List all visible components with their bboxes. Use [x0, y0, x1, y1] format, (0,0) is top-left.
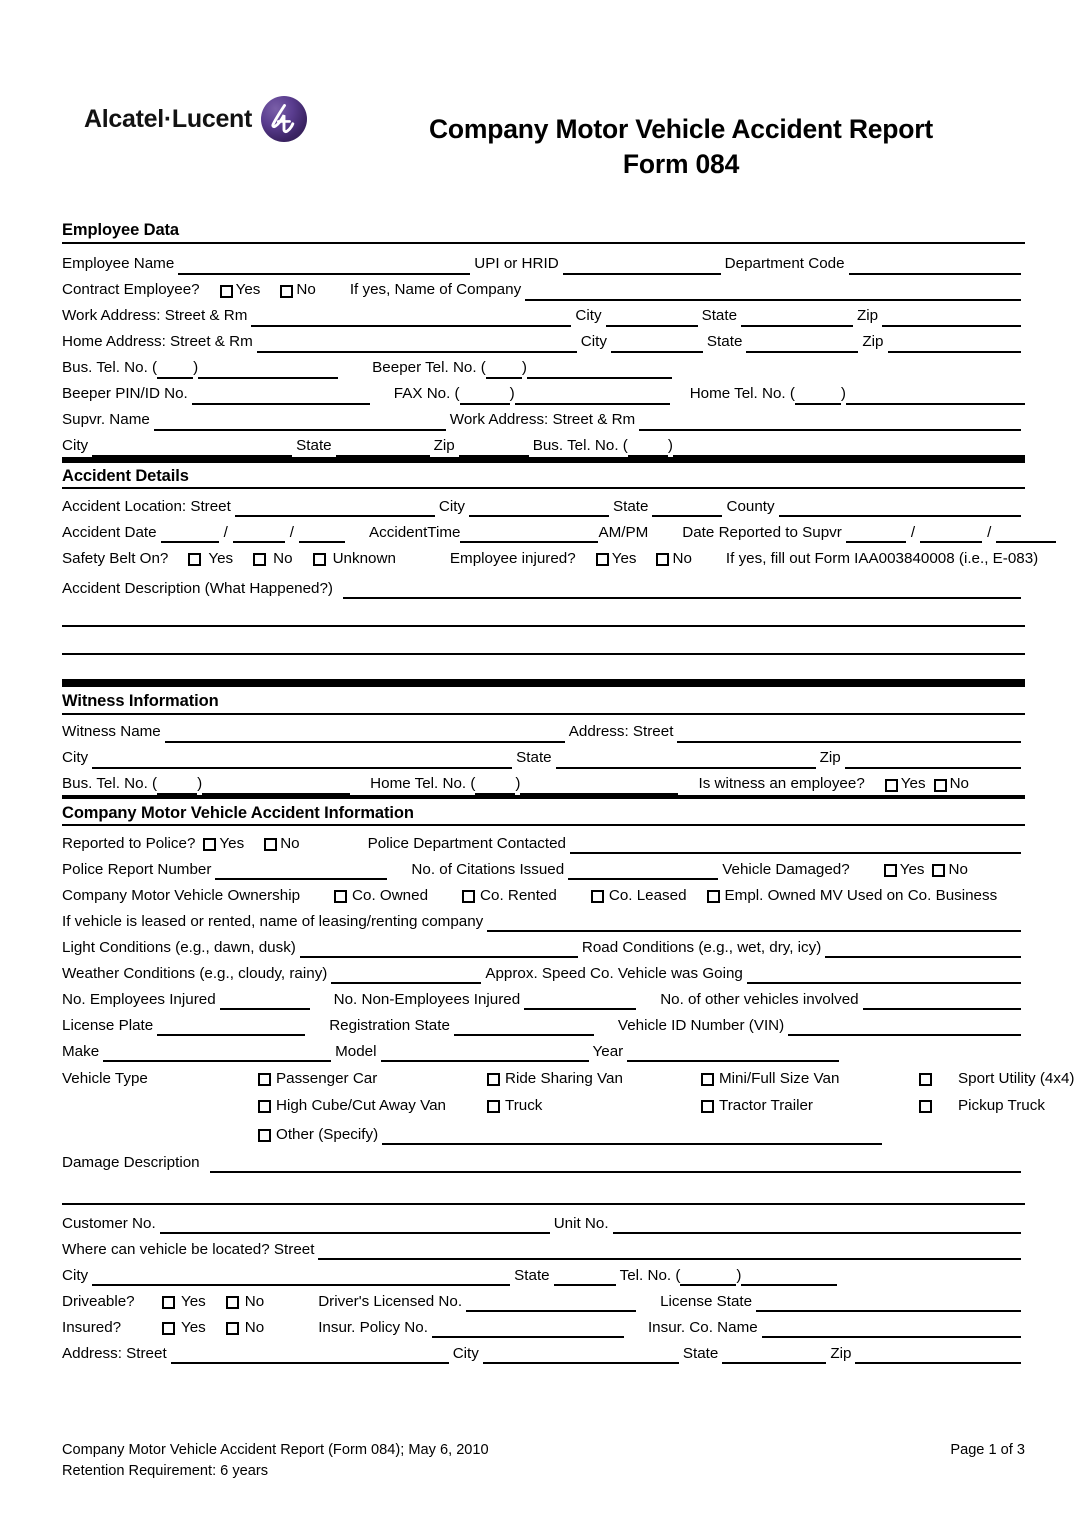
page-header — [0, 0, 1087, 179]
label-where-located: Where can vehicle be located? Street — [62, 1240, 315, 1258]
section-witness-information — [62, 687, 1025, 715]
input-accident-day[interactable] — [233, 526, 285, 543]
label-vehicle-ownership: Company Motor Vehicle Ownership — [62, 886, 301, 904]
checkbox-driveable-yes[interactable] — [162, 1296, 175, 1309]
label-witness-bus-tel: Bus. Tel. No. ( — [62, 775, 158, 793]
row-make-model-year — [62, 1036, 1025, 1062]
label-home-state: State — [706, 333, 743, 351]
input-home-street[interactable] — [257, 336, 577, 353]
input-unit-no[interactable] — [613, 1217, 1021, 1234]
input-home-tel-number[interactable] — [846, 388, 1025, 405]
label-home-address: Home Address: Street & Rm — [62, 333, 253, 351]
label-supvr-name: Supvr. Name — [62, 411, 150, 429]
label-employees-injured: No. Employees Injured — [62, 990, 216, 1008]
label-location-state: State — [514, 1266, 550, 1284]
reported-slash-1: / — [910, 523, 916, 541]
label-mini-full-size-van: Mini/Full Size Van — [719, 1069, 840, 1087]
input-supvr-tel-area[interactable] — [628, 440, 668, 457]
label-truck: Truck — [505, 1096, 543, 1114]
row-police-report — [62, 854, 1025, 880]
row-witness-city — [62, 743, 1025, 769]
label-sport-utility: Sport Utility (4x4) — [958, 1069, 1075, 1087]
row-customer-unit — [62, 1205, 1025, 1234]
label-location-tel: Tel. No. ( — [619, 1266, 681, 1284]
row-location-city — [62, 1260, 1025, 1286]
label-employee-injured: Employee injured? — [449, 549, 576, 567]
input-drivers-license-no[interactable] — [466, 1295, 636, 1312]
label-if-yes-company: If yes, Name of Company — [349, 281, 522, 299]
label-supvr-work-address: Work Address: Street & Rm — [449, 411, 636, 429]
label-driveable-yes: Yes — [181, 1292, 206, 1310]
input-witness-bus-area[interactable] — [157, 778, 197, 795]
checkbox-mini-full-size-van[interactable] — [701, 1073, 714, 1086]
section-accident-details — [62, 463, 1025, 490]
input-reported-year[interactable] — [996, 526, 1056, 543]
logo-wordmark: Alcatel·Lucent — [84, 104, 253, 133]
label-accident-description: Accident Description (What Happened?) — [62, 579, 333, 597]
input-work-city[interactable] — [606, 310, 698, 327]
input-witness-name[interactable] — [165, 726, 565, 743]
row-license-registration-vin — [62, 1010, 1025, 1036]
label-police-report-number: Police Report Number — [62, 860, 212, 878]
label-registration-state: Registration State — [329, 1016, 450, 1034]
input-witness-state[interactable] — [556, 752, 816, 769]
checkbox-passenger-car[interactable] — [258, 1073, 271, 1086]
checkbox-employee-injured-no[interactable] — [656, 553, 669, 566]
label-witness-city: City — [62, 749, 89, 767]
input-make[interactable] — [103, 1045, 331, 1062]
input-insur-co-name[interactable] — [762, 1321, 1021, 1338]
label-employee-name: Employee Name — [62, 255, 175, 273]
label-co-leased: Co. Leased — [608, 886, 687, 904]
page-number: Page 1 of 3 — [950, 1442, 1025, 1458]
input-home-zip[interactable] — [888, 336, 1022, 353]
title-line-2: Form 084 — [622, 148, 740, 179]
checkbox-truck[interactable] — [487, 1100, 500, 1113]
input-road-conditions[interactable] — [825, 941, 1021, 958]
checkbox-witness-employee-no[interactable] — [934, 779, 947, 792]
footer-line-1: Company Motor Vehicle Accident Report (Form 084); May 6, 2010 — [62, 1442, 489, 1458]
label-supvr-state: State — [296, 437, 332, 455]
label-other-vehicles: No. of other vehicles involved — [660, 990, 859, 1008]
input-reported-day[interactable] — [920, 526, 982, 543]
label-work-address: Work Address: Street & Rm — [62, 307, 248, 325]
label-work-city: City — [575, 307, 602, 325]
label-insur-co-name: Insur. Co. Name — [647, 1318, 758, 1336]
label-accident-state: State — [613, 497, 649, 515]
input-accident-state[interactable] — [652, 500, 722, 517]
label-license-state: License State — [660, 1292, 753, 1310]
row-insured — [62, 1312, 1025, 1338]
row-insurance-address — [62, 1338, 1025, 1364]
label-beeper-pin: Beeper PIN/ID No. — [62, 385, 188, 403]
label-insured: Insured? — [62, 1318, 122, 1336]
input-other-vehicle-type[interactable] — [382, 1128, 882, 1145]
date-slash-2: / — [289, 523, 295, 541]
section-heading-employee-data: Employee Data — [62, 221, 179, 239]
label-ride-sharing-van: Ride Sharing Van — [505, 1069, 623, 1087]
input-accident-description-1[interactable] — [343, 582, 1021, 599]
label-upi-hrid: UPI or HRID — [474, 255, 559, 273]
row-beeper-fax-home — [62, 379, 1025, 405]
row-weather-speed — [62, 958, 1025, 984]
input-accident-year[interactable] — [299, 526, 345, 543]
input-reported-month[interactable] — [846, 526, 906, 543]
input-upi-hrid[interactable] — [563, 258, 721, 275]
input-police-report-number[interactable] — [215, 863, 387, 880]
input-license-state[interactable] — [756, 1295, 1021, 1312]
checkbox-vehicle-damaged-yes[interactable] — [884, 864, 897, 877]
label-address-street: Address: Street — [62, 1344, 167, 1362]
checkbox-reported-police-no[interactable] — [264, 838, 277, 851]
input-vin[interactable] — [788, 1019, 1021, 1036]
input-leasing-company[interactable] — [487, 915, 1021, 932]
label-belt-unknown: Unknown — [332, 549, 396, 567]
label-insurance-state: State — [682, 1344, 719, 1362]
row-vehicle-type-other — [62, 1116, 1025, 1145]
row-accident-description — [62, 569, 1025, 599]
label-home-zip: Zip — [862, 333, 884, 351]
label-injured-no: No — [672, 549, 692, 567]
input-registration-state[interactable] — [454, 1019, 594, 1036]
label-co-owned: Co. Owned — [352, 886, 429, 904]
label-am-pm: AM/PM — [598, 523, 649, 541]
section-heading-accident-details: Accident Details — [62, 466, 189, 485]
checkbox-witness-employee-yes[interactable] — [885, 779, 898, 792]
checkbox-high-cube-van[interactable] — [258, 1100, 271, 1113]
label-belt-yes: Yes — [208, 549, 234, 567]
label-drivers-license-no: Driver's Licensed No. — [318, 1292, 463, 1310]
label-belt-no: No — [273, 549, 293, 567]
input-department-code[interactable] — [849, 258, 1021, 275]
reported-slash-2: / — [987, 523, 992, 541]
label-non-employees-injured: No. Non-Employees Injured — [333, 990, 521, 1008]
label-accident-date: Accident Date — [62, 523, 157, 541]
label-location-tel-paren: ) — [736, 1266, 742, 1284]
label-supvr-city: City — [62, 437, 89, 455]
row-accident-date-time — [62, 517, 1025, 543]
label-date-reported: Date Reported to Supvr — [682, 523, 842, 541]
page-title — [330, 112, 1032, 182]
label-fax-no: FAX No. ( — [393, 385, 460, 403]
label-damage-description: Damage Description — [62, 1153, 200, 1171]
row-vehicle-type-2 — [62, 1089, 1045, 1116]
input-fax-area[interactable] — [460, 388, 510, 405]
label-make: Make — [62, 1042, 100, 1060]
footer-line-2: Retention Requirement: 6 years — [62, 1462, 269, 1479]
label-department-code: Department Code — [724, 255, 845, 273]
label-supvr-zip: Zip — [433, 437, 455, 455]
label-tractor-trailer: Tractor Trailer — [719, 1096, 813, 1114]
label-home-tel: Home Tel. No. ( — [689, 385, 795, 403]
spacer-vehicle-type-2 — [62, 1113, 258, 1116]
label-accident-city: City — [438, 497, 466, 515]
input-company-name[interactable] — [525, 284, 1021, 301]
input-damage-description-1[interactable] — [210, 1156, 1021, 1173]
input-non-employees-injured[interactable] — [524, 993, 636, 1010]
checkbox-co-rented[interactable] — [462, 890, 475, 903]
input-insurance-state[interactable] — [722, 1347, 826, 1364]
row-contract-employee — [62, 275, 1025, 301]
label-supvr-bus-tel: Bus. Tel. No. ( — [532, 437, 628, 455]
label-vehicle-type: Vehicle Type — [62, 1069, 148, 1087]
label-light-conditions: Light Conditions (e.g., dawn, dusk) — [62, 938, 296, 956]
checkbox-safety-belt-no[interactable] — [253, 553, 266, 566]
label-customer-no: Customer No. — [62, 1214, 156, 1232]
label-work-zip: Zip — [857, 307, 879, 325]
label-witness-zip: Zip — [819, 749, 841, 767]
input-beeper-tel-area[interactable] — [486, 362, 522, 379]
label-witness-yes: Yes — [900, 775, 926, 793]
row-bus-beeper-tel — [62, 353, 1025, 379]
input-license-plate[interactable] — [157, 1019, 305, 1036]
input-accident-description-3[interactable] — [62, 627, 1025, 655]
input-model[interactable] — [381, 1045, 589, 1062]
label-year: Year — [592, 1042, 624, 1060]
input-supvr-city[interactable] — [92, 440, 292, 457]
label-contract-employee: Contract Employee? — [62, 281, 200, 299]
label-bus-tel-paren: ) — [193, 359, 199, 377]
label-insured-no: No — [244, 1318, 265, 1336]
row-accident-location — [62, 489, 1025, 517]
checkbox-driveable-no[interactable] — [226, 1296, 239, 1309]
input-supvr-zip[interactable] — [459, 440, 529, 457]
label-injured-yes: Yes — [611, 549, 637, 567]
input-vehicle-location-street[interactable] — [318, 1243, 1021, 1260]
checkbox-pickup-truck[interactable] — [919, 1100, 932, 1113]
input-supvr-state[interactable] — [336, 440, 430, 457]
heading-rule — [62, 242, 1025, 244]
label-road-conditions: Road Conditions (e.g., wet, dry, icy) — [581, 938, 822, 956]
label-witness-home-tel: Home Tel. No. ( — [370, 775, 476, 793]
label-home-city: City — [580, 333, 607, 351]
row-supervisor — [62, 405, 1025, 431]
label-bus-tel: Bus. Tel. No. ( — [62, 359, 158, 377]
label-damaged-yes: Yes — [899, 860, 925, 878]
input-beeper-tel-number[interactable] — [527, 362, 672, 379]
label-reported-to-police: Reported to Police? — [62, 834, 196, 852]
label-witness-address: Address: Street — [568, 723, 674, 741]
input-insur-policy-no[interactable] — [432, 1321, 624, 1338]
label-insurance-zip: Zip — [830, 1344, 852, 1362]
label-empl-owned: Empl. Owned MV Used on Co. Business — [724, 886, 998, 904]
row-reported-to-police — [62, 826, 1025, 854]
checkbox-tractor-trailer[interactable] — [701, 1100, 714, 1113]
row-work-address — [62, 301, 1025, 327]
input-witness-home-area[interactable] — [475, 778, 515, 795]
checkbox-contract-employee-no[interactable] — [280, 285, 293, 298]
input-location-tel-number[interactable] — [741, 1269, 837, 1286]
checkbox-co-owned[interactable] — [334, 890, 347, 903]
input-other-vehicles[interactable] — [863, 993, 1021, 1010]
input-accident-description-2[interactable] — [62, 599, 1025, 627]
checkbox-vehicle-damaged-no[interactable] — [932, 864, 945, 877]
checkbox-ride-sharing-van[interactable] — [487, 1073, 500, 1086]
alcatel-lucent-spiral-icon — [261, 96, 307, 142]
label-citations-issued: No. of Citations Issued — [411, 860, 565, 878]
row-witness-tel — [62, 769, 1025, 795]
label-high-cube-van: High Cube/Cut Away Van — [276, 1096, 446, 1114]
title-line-1: Company Motor Vehicle Accident Report — [428, 114, 934, 144]
label-is-witness-employee: Is witness an employee? — [698, 775, 865, 793]
label-witness-name: Witness Name — [62, 723, 161, 741]
input-accident-description-4[interactable] — [62, 655, 1025, 681]
input-location-city[interactable] — [92, 1269, 510, 1286]
label-insured-yes: Yes — [181, 1318, 206, 1336]
label-driveable: Driveable? — [62, 1292, 135, 1310]
checkbox-safety-belt-unknown[interactable] — [313, 553, 326, 566]
label-co-rented: Co. Rented — [480, 886, 557, 904]
input-bus-tel-number[interactable] — [198, 362, 338, 379]
checkbox-insured-yes[interactable] — [162, 1322, 175, 1335]
input-bus-tel-area[interactable] — [157, 362, 193, 379]
label-contract-yes: Yes — [235, 281, 261, 299]
input-light-conditions[interactable] — [300, 941, 578, 958]
label-contract-no: No — [296, 281, 316, 299]
row-vehicle-location — [62, 1234, 1025, 1260]
row-vehicle-type-1 — [62, 1062, 1075, 1089]
input-police-department[interactable] — [570, 837, 1021, 854]
checkbox-co-leased[interactable] — [591, 890, 604, 903]
input-employee-name[interactable] — [178, 258, 470, 275]
spacer-vehicle-type-3 — [62, 1142, 258, 1145]
checkbox-safety-belt-yes[interactable] — [188, 553, 201, 566]
input-home-city[interactable] — [611, 336, 703, 353]
row-vehicle-ownership — [62, 880, 1025, 906]
label-weather-conditions: Weather Conditions (e.g., cloudy, rainy) — [62, 964, 328, 982]
row-employee-name — [62, 249, 1025, 275]
input-accident-street[interactable] — [235, 500, 435, 517]
label-pickup-truck: Pickup Truck — [958, 1096, 1045, 1114]
label-accident-county: County — [726, 497, 775, 515]
label-unit-no: Unit No. — [553, 1214, 609, 1232]
input-employees-injured[interactable] — [220, 993, 310, 1010]
label-safety-belt: Safety Belt On? — [62, 549, 169, 567]
row-damage-description — [62, 1145, 1025, 1173]
label-beeper-tel-paren: ) — [521, 359, 527, 377]
company-logo — [84, 96, 307, 142]
input-damage-description-2[interactable] — [62, 1173, 1025, 1205]
input-home-tel-area[interactable] — [795, 388, 841, 405]
input-citations-issued[interactable] — [568, 863, 718, 880]
input-supvr-work-address[interactable] — [639, 414, 1021, 431]
label-passenger-car: Passenger Car — [276, 1069, 378, 1087]
label-other-specify: Other (Specify) — [276, 1125, 379, 1143]
label-driveable-no: No — [244, 1292, 265, 1310]
label-fax-paren: ) — [509, 385, 515, 403]
input-witness-city[interactable] — [92, 752, 512, 769]
input-location-tel-area[interactable] — [680, 1269, 736, 1286]
checkbox-reported-police-yes[interactable] — [203, 838, 216, 851]
label-witness-state: State — [516, 749, 552, 767]
input-witness-zip[interactable] — [845, 752, 1021, 769]
label-police-department: Police Department Contacted — [367, 834, 566, 852]
input-insurance-city[interactable] — [483, 1347, 679, 1364]
input-accident-time[interactable] — [460, 526, 598, 543]
input-home-state[interactable] — [746, 336, 858, 353]
label-supvr-tel-paren: ) — [667, 437, 673, 455]
checkbox-sport-utility[interactable] — [919, 1073, 932, 1086]
label-location-city: City — [62, 1266, 89, 1284]
label-vin: Vehicle ID Number (VIN) — [617, 1016, 785, 1034]
label-witness-home-paren: ) — [515, 775, 521, 793]
label-accident-time: AccidentTime — [369, 523, 461, 541]
row-witness-name — [62, 715, 1025, 743]
row-safety-belt — [62, 543, 1039, 569]
input-work-zip[interactable] — [882, 310, 1021, 327]
checkbox-empl-owned[interactable] — [707, 890, 720, 903]
input-insurance-zip[interactable] — [855, 1347, 1021, 1364]
label-approx-speed: Approx. Speed Co. Vehicle was Going — [485, 964, 743, 982]
section-heading-vehicle: Company Motor Vehicle Accident Information — [62, 803, 414, 822]
page-footer — [62, 1440, 1025, 1481]
label-home-tel-paren: ) — [840, 385, 846, 403]
label-police-no: No — [280, 834, 300, 852]
input-work-street[interactable] — [251, 310, 571, 327]
label-vehicle-damaged: Vehicle Damaged? — [722, 860, 850, 878]
input-supvr-name[interactable] — [154, 414, 446, 431]
label-license-plate: License Plate — [62, 1016, 154, 1034]
row-leasing-company — [62, 906, 1025, 932]
label-damaged-no: No — [948, 860, 968, 878]
date-slash-1: / — [223, 523, 228, 541]
checkbox-contract-employee-yes[interactable] — [220, 285, 233, 298]
label-leasing-company: If vehicle is leased or rented, name of leasing/renting company — [62, 912, 484, 930]
checkbox-insured-no[interactable] — [226, 1322, 239, 1335]
footer-text — [62, 1440, 489, 1481]
label-accident-location: Accident Location: Street — [62, 497, 231, 515]
label-model: Model — [335, 1042, 377, 1060]
row-home-address — [62, 327, 1025, 353]
row-light-road-conditions — [62, 932, 1025, 958]
form-body — [62, 221, 1075, 1364]
input-insurance-street[interactable] — [171, 1347, 449, 1364]
section-heading-witness: Witness Information — [62, 692, 219, 710]
checkbox-other-vehicle-type[interactable] — [258, 1129, 271, 1142]
label-witness-bus-paren: ) — [197, 775, 203, 793]
input-accident-month[interactable] — [161, 526, 219, 543]
note-if-yes-form: If yes, fill out Form IAA003840008 (i.e., E-083) — [725, 549, 1039, 567]
label-beeper-tel: Beeper Tel. No. ( — [372, 359, 486, 377]
label-police-yes: Yes — [219, 834, 245, 852]
input-customer-no[interactable] — [160, 1217, 550, 1234]
input-witness-street[interactable] — [677, 726, 1021, 743]
label-insurance-city: City — [452, 1344, 479, 1362]
input-witness-home-number[interactable] — [520, 778, 678, 795]
input-work-state[interactable] — [741, 310, 853, 327]
input-supvr-tel-number[interactable] — [673, 440, 1025, 457]
input-accident-county[interactable] — [779, 500, 1021, 517]
checkbox-employee-injured-yes[interactable] — [596, 553, 609, 566]
section-employee-data — [62, 222, 1025, 244]
input-beeper-pin[interactable] — [192, 388, 370, 405]
section-vehicle-information — [62, 799, 1025, 827]
input-fax-number[interactable] — [515, 388, 670, 405]
label-witness-no: No — [949, 775, 969, 793]
row-driveable — [62, 1286, 1025, 1312]
input-weather-conditions[interactable] — [331, 967, 481, 984]
input-approx-speed[interactable] — [747, 967, 1021, 984]
input-location-state[interactable] — [554, 1269, 616, 1286]
input-accident-city[interactable] — [469, 500, 609, 517]
label-insur-policy-no: Insur. Policy No. — [318, 1318, 428, 1336]
row-supervisor-city — [62, 431, 1025, 457]
label-work-state: State — [701, 307, 738, 325]
input-year[interactable] — [627, 1045, 839, 1062]
row-injury-counts — [62, 984, 1025, 1010]
input-witness-bus-number[interactable] — [202, 778, 350, 795]
